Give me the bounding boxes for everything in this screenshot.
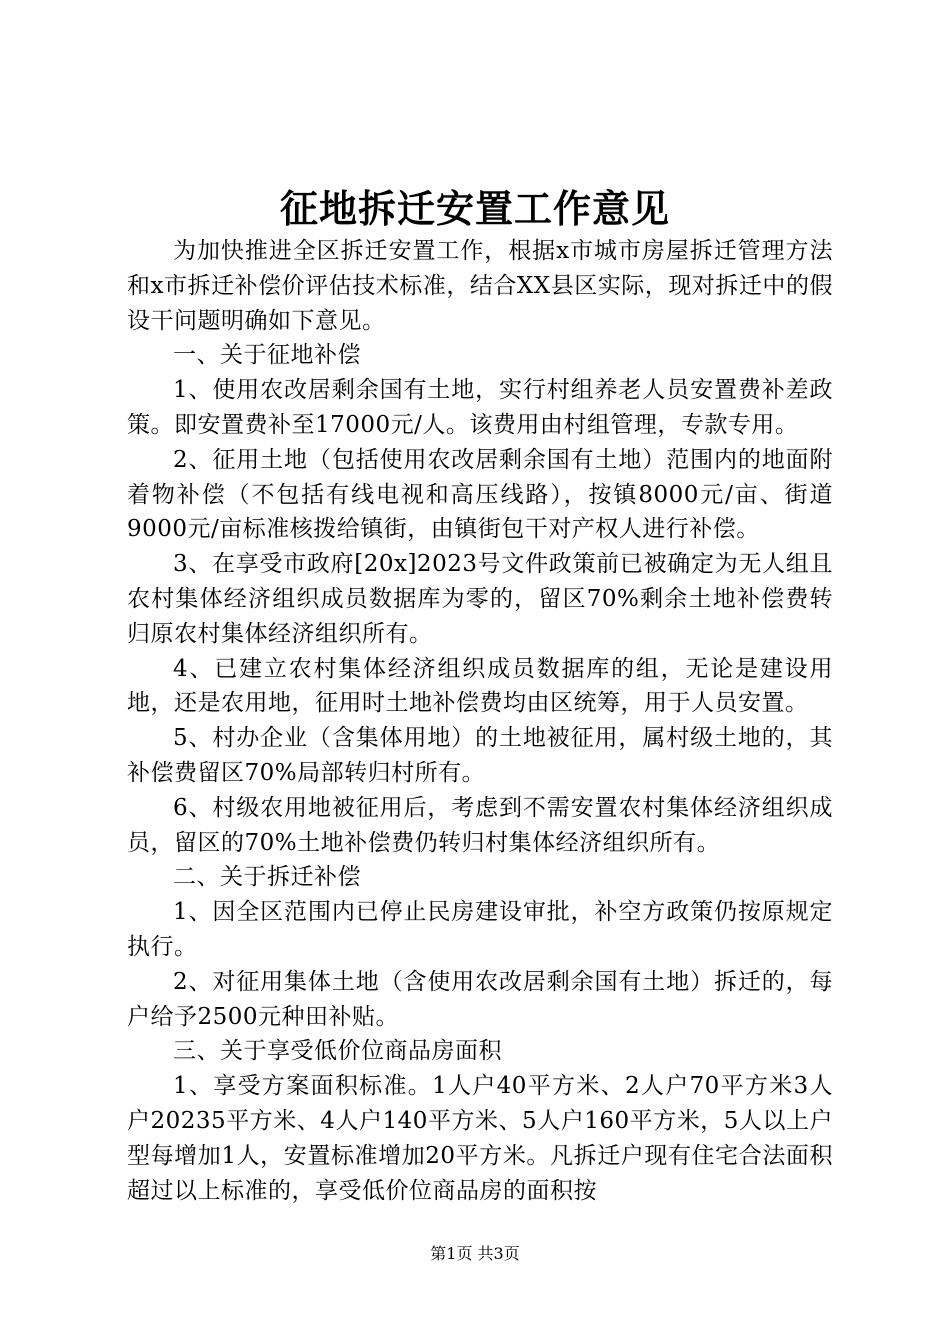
paragraph-1-6: 6、村级农用地被征用后，考虑到不需安置农村集体经济组织成员，留区的70%土地补偿费仍转归村集体经济组织所有。 — [127, 794, 833, 856]
intro-paragraph: 为加快推进全区拆迁安置工作，根据x市城市房屋拆迁管理方法和x市拆迁补偿价评估技术标准，结合XX县区实际，现对拆迁中的假设干问题明确如下意见。 — [127, 238, 833, 334]
document-title: 征地拆迁安置工作意见 — [279, 186, 670, 231]
paragraph-1-3: 3、在享受市政府[20x]2023号文件政策前已被确定为无人组且农村集体经济组织成员数据库为零的，留区70%剩余土地补偿费转归原农村集体经济组织所有。 — [127, 551, 833, 647]
paragraph-3-1: 1、享受方案面积标准。1人户40平方米、2人户70平方米3人户20235平方米、4人户140平方米、5人户160平方米，5人以上户型每增加1人，安置标准增加20平方米。凡拆迁户现有住宅合法面积超过以上标准的，享受低价位商品房的面积按 — [127, 1073, 833, 1204]
paragraph-2-1: 1、因全区范围内已停止民房建设审批，补空方政策仍按原规定执行。 — [127, 899, 833, 960]
document-body — [127, 234, 833, 1208]
paragraph-1-1: 1、使用农改居剩余国有土地，实行村组养老人员安置费补差政策。即安置费补至17000元/人。该费用由村组管理，专款专用。 — [127, 377, 833, 438]
paragraph-1-5: 5、村办企业（含集体用地）的土地被征用，属村级土地的，其补偿费留区70%局部转归村所有。 — [127, 725, 833, 786]
paragraph-1-2: 2、征用土地（包括使用农改居剩余国有土地）范围内的地面附着物补偿（不包括有线电视和高压线路），按镇8000元/亩、街道9000元/亩标准核拨给镇街，由镇街包干对产权人进行补偿。 — [127, 446, 833, 543]
section-heading-3: 三、关于享受低价位商品房面积 — [173, 1038, 502, 1065]
paragraph-1-4: 4、已建立农村集体经济组织成员数据库的组，无论是建设用地，还是农用地，征用时土地补偿费均由区统筹，用于人员安置。 — [127, 655, 833, 717]
paragraph-2-2: 2、对征用集体土地（含使用农改居剩余国有土地）拆迁的，每户给予2500元种田补贴。 — [127, 968, 833, 1030]
section-heading-2: 二、关于拆迁补偿 — [173, 864, 361, 891]
section-heading-1: 一、关于征地补偿 — [173, 342, 361, 369]
page-footer: 第1页 共3页 — [430, 1244, 520, 1263]
